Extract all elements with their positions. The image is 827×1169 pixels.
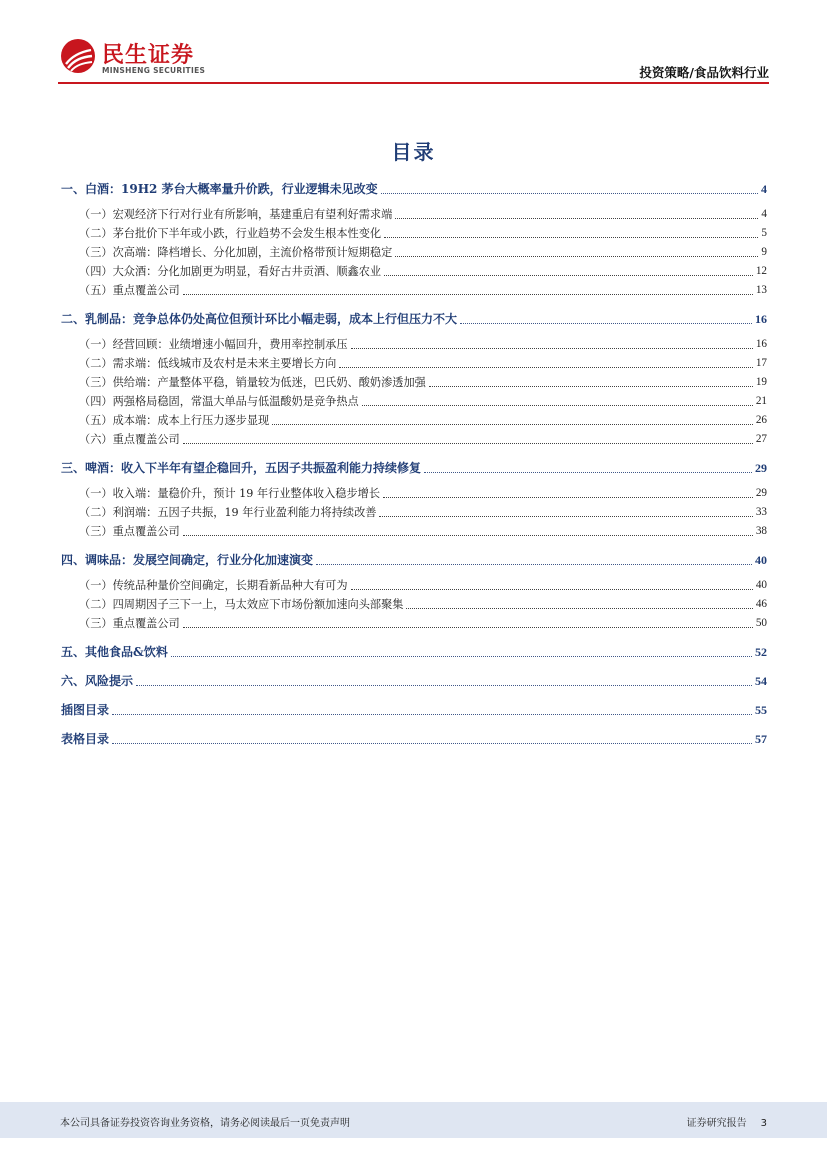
toc-entry-page: 4 [761, 182, 767, 196]
toc-dot-leader [395, 217, 758, 219]
toc-subsection-entry[interactable] [61, 224, 767, 243]
toc-dot-leader [272, 423, 753, 425]
toc-entry-label: （五）重点覆盖公司 [79, 284, 180, 297]
toc-subsection-entry[interactable] [61, 411, 767, 430]
toc-entry-page: 40 [755, 579, 767, 591]
toc-entry-page: 57 [755, 732, 767, 746]
toc-entry-page: 54 [755, 674, 767, 688]
toc-dot-leader [362, 404, 753, 406]
toc-dot-leader [406, 607, 752, 609]
header-divider [58, 82, 769, 84]
toc-dot-leader [183, 626, 753, 628]
toc-dot-leader [351, 347, 753, 349]
toc-entry-label: 表格目录 [61, 732, 110, 746]
toc-entry-page: 17 [755, 357, 767, 369]
toc-entry-page: 27 [755, 433, 767, 445]
toc-entry-label: （四）大众酒：分化加剧更为明显，看好古井贡酒、顺鑫农业 [79, 265, 382, 278]
report-category: 投资策略/食品饮料行业 [639, 65, 769, 80]
toc-entry-label: （五）成本端：成本上行压力逐步显现 [79, 414, 270, 427]
toc-dot-leader [339, 366, 752, 368]
logo [60, 38, 220, 80]
toc-entry-page: 21 [755, 395, 767, 407]
toc-subsection-entry[interactable] [61, 205, 767, 224]
toc-subsection-entry[interactable] [61, 484, 767, 503]
toc-subsection-entry[interactable] [61, 243, 767, 262]
toc-entry-page: 16 [755, 338, 767, 350]
toc-dot-leader [383, 496, 753, 498]
toc-entry-page: 55 [755, 703, 767, 717]
toc-section-entry[interactable] [61, 672, 767, 691]
toc-entry-label: （三）重点覆盖公司 [79, 525, 180, 538]
logo-english-name: MINSHENG SECURITIES [102, 66, 206, 75]
footer [0, 1102, 827, 1138]
toc-entry-label: （三）次高端：降档增长、分化加剧，主流价格带预计短期稳定 [79, 246, 393, 259]
toc-dot-leader [460, 322, 752, 324]
toc-title: 目录 [391, 140, 436, 164]
toc-subsection-entry[interactable] [61, 392, 767, 411]
toc-dot-leader [183, 442, 753, 444]
toc-subsection-entry[interactable] [61, 262, 767, 281]
toc-dot-leader [381, 192, 758, 194]
logo-chinese-name: 民生证券 [102, 43, 195, 68]
toc-entry-page: 12 [755, 265, 767, 277]
toc-entry-page: 19 [755, 376, 767, 388]
toc-dot-leader [112, 742, 752, 744]
toc-entry-page: 26 [755, 414, 767, 426]
toc-entry-label: 插图目录 [61, 703, 110, 717]
toc-subsection-entry[interactable] [61, 522, 767, 541]
toc-dot-leader [316, 563, 752, 565]
toc-subsection-entry[interactable] [61, 503, 767, 522]
toc-entry-page: 50 [755, 617, 767, 629]
toc-entry-page: 38 [755, 525, 767, 537]
toc-entry-label: （一）经营回顾：业绩增速小幅回升，费用率控制承压 [79, 338, 348, 351]
toc-entry-page: 29 [755, 461, 767, 475]
toc-dot-leader [183, 534, 753, 536]
toc-dot-leader [384, 236, 758, 238]
toc-section-entry[interactable] [61, 459, 767, 478]
toc-entry-page: 5 [761, 227, 767, 239]
footer-page-number: 3 [760, 1118, 767, 1129]
toc-subsection-entry[interactable] [61, 373, 767, 392]
toc-section-entry[interactable] [61, 701, 767, 720]
toc-entry-page: 52 [755, 645, 767, 659]
toc-entry-page: 13 [755, 284, 767, 296]
toc-entry-label: （六）重点覆盖公司 [79, 433, 180, 446]
toc-entry-label: （一）传统品种量价空间确定，长期看新品种大有可为 [79, 579, 348, 592]
toc-entry-page: 29 [755, 487, 767, 499]
toc-entry-label: 三、啤酒：收入下半年有望企稳回升，五因子共振盈利能力持续修复 [61, 461, 422, 475]
table-of-contents [61, 180, 767, 755]
toc-entry-label: （三）重点覆盖公司 [79, 617, 180, 630]
toc-dot-leader [112, 713, 752, 715]
toc-entry-page: 46 [755, 598, 767, 610]
toc-entry-label: （二）需求端：低线城市及农村是未来主要增长方向 [79, 357, 337, 370]
toc-dot-leader [183, 293, 753, 295]
footer-disclaimer: 本公司具备证券投资咨询业务资格，请务必阅读最后一页免责声明 [60, 1118, 350, 1129]
toc-entry-page: 4 [761, 208, 767, 220]
toc-entry-label: （二）利润端：五因子共振，19 年行业盈利能力将持续改善 [79, 506, 377, 519]
toc-entry-page: 33 [755, 506, 767, 518]
toc-dot-leader [136, 684, 752, 686]
toc-subsection-entry[interactable] [61, 354, 767, 373]
toc-entry-label: 五、其他食品&饮料 [61, 645, 168, 659]
toc-entry-label: 四、调味品：发展空间确定，行业分化加速演变 [61, 553, 314, 567]
footer-report-type: 证券研究报告 [686, 1118, 747, 1129]
toc-entry-label: 二、乳制品：竞争总体仍处高位但预计环比小幅走弱，成本上行但压力不大 [61, 312, 458, 326]
toc-dot-leader [171, 655, 752, 657]
toc-entry-label: （一）收入端：量稳价升，预计 19 年行业整体收入稳步增长 [79, 487, 381, 500]
toc-subsection-entry[interactable] [61, 335, 767, 354]
toc-dot-leader [384, 274, 753, 276]
toc-entry-label: （一）宏观经济下行对行业有所影响，基建重启有望利好需求端 [79, 208, 393, 221]
toc-subsection-entry[interactable] [61, 576, 767, 595]
toc-section-entry[interactable] [61, 551, 767, 570]
toc-section-entry[interactable] [61, 643, 767, 662]
toc-dot-leader [379, 515, 752, 517]
toc-dot-leader [424, 471, 752, 473]
toc-dot-leader [395, 255, 758, 257]
minsheng-logo-icon [60, 38, 96, 74]
toc-entry-label: （二）四周期因子三下一上，马太效应下市场份额加速向头部聚集 [79, 598, 404, 611]
toc-dot-leader [429, 385, 753, 387]
toc-dot-leader [351, 588, 753, 590]
toc-subsection-entry[interactable] [61, 614, 767, 633]
toc-subsection-entry[interactable] [61, 595, 767, 614]
toc-entry-label: （三）供给端：产量整体平稳，销量较为低迷，巴氏奶、酸奶渗透加强 [79, 376, 426, 389]
toc-entry-label: （二）茅台批价下半年或小跌，行业趋势不会发生根本性变化 [79, 227, 382, 240]
toc-subsection-entry[interactable] [61, 430, 767, 449]
toc-subsection-entry[interactable] [61, 281, 767, 300]
toc-entry-label: （四）两强格局稳固，常温大单品与低温酸奶是竞争热点 [79, 395, 359, 408]
toc-section-entry[interactable] [61, 730, 767, 749]
toc-entry-page: 16 [755, 312, 767, 326]
toc-entry-page: 9 [761, 246, 767, 258]
footer-right [687, 1114, 767, 1129]
toc-entry-label: 六、风险提示 [61, 674, 134, 688]
toc-section-entry[interactable] [61, 180, 767, 199]
toc-entry-label: 一、白酒：19H2 茅台大概率量升价跌，行业逻辑未见改变 [61, 182, 378, 196]
toc-entry-page: 40 [755, 553, 767, 567]
toc-section-entry[interactable] [61, 310, 767, 329]
